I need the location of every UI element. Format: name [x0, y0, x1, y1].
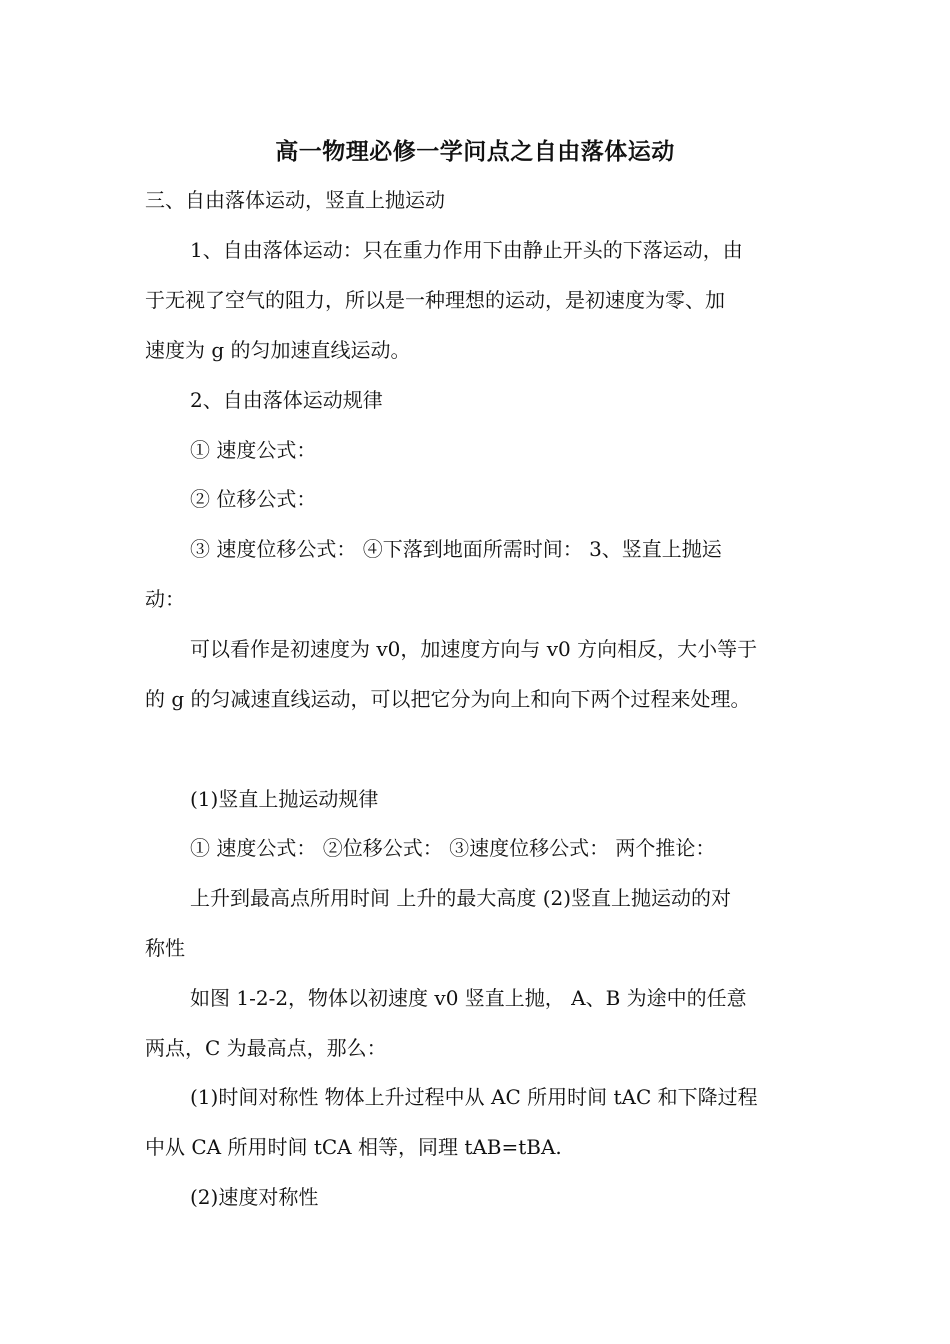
paragraph-line: 两点，C 为最高点，那么： — [145, 1036, 387, 1060]
paragraph-line: 如图 1-2-2，物体以初速度 v0 竖直上抛， A、B 为途中的任意 — [190, 986, 747, 1010]
paragraph-line: 2、自由落体运动规律 — [190, 388, 383, 412]
paragraph-line: 中从 CA 所用时间 tCA 相等，同理 tAB=tBA. — [145, 1135, 562, 1159]
paragraph-line: 1、自由落体运动：只在重力作用下由静止开头的下落运动，由 — [190, 238, 743, 262]
paragraph-line: 称性 — [145, 936, 185, 960]
paragraph-line: (2)速度对称性 — [190, 1185, 319, 1209]
document-title: 高一物理必修一学问点之自由落体运动 — [275, 139, 675, 165]
paragraph-line: 可以看作是初速度为 v0，加速度方向与 v0 方向相反，大小等于 — [190, 637, 758, 661]
paragraph-line: (1)竖直上抛运动规律 — [190, 787, 379, 811]
paragraph-line: ③ 速度位移公式： ④下落到地面所需时间： 3、竖直上抛运 — [190, 537, 722, 561]
paragraph-line: 上升到最高点所用时间 上升的最大高度 (2)竖直上抛运动的对 — [190, 886, 732, 910]
paragraph-line: ① 速度公式： ②位移公式： ③速度位移公式： 两个推论： — [190, 836, 716, 860]
paragraph-line: 于无视了空气的阻力，所以是一种理想的运动，是初速度为零、加 — [145, 288, 725, 312]
paragraph-line: (1)时间对称性 物体上升过程中从 AC 所用时间 tAC 和下降过程 — [190, 1085, 758, 1109]
paragraph-line: ① 速度公式： — [190, 438, 317, 462]
section-heading: 三、自由落体运动，竖直上抛运动 — [145, 188, 445, 212]
paragraph-line: 的 g 的匀减速直线运动，可以把它分为向上和向下两个过程来处理。 — [145, 687, 751, 711]
paragraph-line: 动： — [145, 587, 185, 611]
paragraph-line: ② 位移公式： — [190, 487, 317, 511]
paragraph-line: 速度为 g 的匀加速直线运动。 — [145, 338, 411, 362]
